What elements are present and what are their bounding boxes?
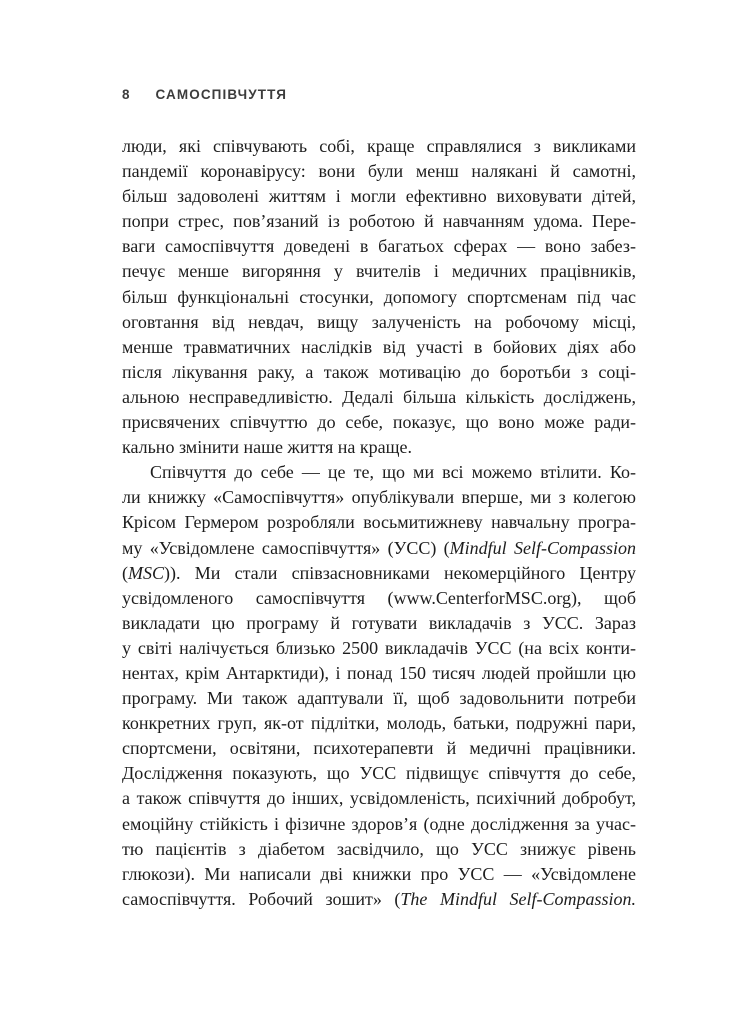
text-line	[122, 410, 636, 435]
text-line	[122, 812, 636, 837]
text-segment: нентах, крім Антарктиди), і понад 150 тисяч людей пройшли цю	[122, 662, 636, 683]
text-segment: попри стрес, пов’язаний із роботою й навчанням удома. Пере-	[122, 211, 636, 232]
text-segment: самоспівчуття. Робочий зошит» (	[122, 888, 401, 909]
text-line	[122, 234, 636, 259]
text-line	[122, 285, 636, 310]
text-segment: викладати цю програму й готувати викладачів з УСС. Зараз	[122, 612, 636, 633]
text-segment: альною несправедливістю. Дедалі більша кількість досліджень,	[122, 386, 636, 407]
text-segment: Дослідження показують, що УСС підвищує співчуття до себе,	[122, 763, 636, 784]
text-line	[122, 184, 636, 209]
text-line	[122, 837, 636, 862]
text-line	[122, 611, 636, 636]
text-line	[122, 360, 636, 385]
text-line	[122, 310, 636, 335]
text-segment: ли книжку «Самоспівчуття» опублікували вперше, ми з колегою	[122, 487, 636, 508]
text-line	[122, 460, 636, 485]
text-line	[122, 510, 636, 535]
text-line	[122, 661, 636, 686]
text-segment: кально змінити наше життя на краще.	[122, 437, 412, 458]
text-segment: менше травматичних наслідків від участі в бойових діях або	[122, 336, 636, 357]
running-header	[122, 87, 287, 102]
page-body	[122, 134, 636, 912]
text-segment: усвідомленого самоспівчуття (www.CenterforMSC.org), щоб	[122, 587, 636, 608]
running-title: САМОСПІВЧУТТЯ	[155, 87, 288, 102]
text-line	[122, 134, 636, 159]
text-segment: а також співчуття до інших, усвідомленість, психічний добробут,	[122, 788, 636, 809]
paragraph	[122, 134, 636, 460]
text-line	[122, 761, 636, 786]
italic-text-segment: Mindful Self-Compassion	[449, 537, 636, 558]
text-line	[122, 786, 636, 811]
text-line	[122, 887, 636, 912]
text-line	[122, 259, 636, 284]
text-line	[122, 711, 636, 736]
text-line	[122, 435, 636, 460]
text-segment: печує менше вигоряння у вчителів і медичних працівників,	[122, 261, 636, 282]
italic-text-segment: The Mindful Self-Compassion.	[400, 888, 637, 909]
text-segment: (	[122, 562, 128, 583]
text-segment: у світі налічується близько 2500 викладачів УСС (на всіх конти-	[122, 637, 636, 658]
text-segment: ваги самоспівчуття доведені в багатьох сферах — воно забез-	[122, 236, 636, 257]
text-segment: )). Ми стали співзасновниками некомерційного Центру	[164, 562, 636, 583]
text-segment: глюкози). Ми написали дві книжки про УСС — «Усвідомлене	[122, 863, 636, 884]
text-segment: спортсмени, освітяни, психотерапевти й медичні працівники.	[122, 738, 636, 759]
text-line	[122, 561, 636, 586]
text-line	[122, 586, 636, 611]
text-segment: пандемії коронавірусу: вони були менш налякані й самотні,	[122, 161, 636, 182]
italic-text-segment: MSC	[128, 562, 164, 583]
text-line	[122, 862, 636, 887]
text-segment: Крісом Гермером розробляли восьмитижневу навчальну програ-	[122, 512, 636, 533]
text-segment: тю пацієнтів з діабетом засвідчило, що УСС знижує рівень	[122, 838, 636, 859]
text-segment: програму. Ми також адаптували її, щоб задовольнити потреби	[122, 688, 636, 709]
text-line	[122, 209, 636, 234]
text-segment: оговтання від невдач, вищу залученість на робочому місці,	[122, 311, 636, 332]
text-segment: присвячених співчуттю до себе, показує, що воно може ради-	[122, 412, 636, 433]
text-segment: люди, які співчувають собі, краще справлялися з викликами	[122, 136, 636, 156]
text-line	[122, 736, 636, 761]
text-segment: Співчуття до себе — це те, що ми всі можемо втілити. Ко-	[150, 462, 636, 483]
text-segment: конкретних груп, як-от підлітки, молодь, батьки, подружні пари,	[122, 713, 636, 734]
text-line	[122, 159, 636, 184]
text-line	[122, 335, 636, 360]
text-segment: більш функціональні стосунки, допомогу спортсменам під час	[122, 286, 636, 307]
text-segment: емоційну стійкість і фізичне здоров’я (одне дослідження за учас-	[122, 813, 636, 834]
text-segment: му «Усвідомлене самоспівчуття» (УСС) (	[122, 537, 450, 558]
paragraph	[122, 460, 636, 912]
text-line	[122, 636, 636, 661]
page-number: 8	[122, 87, 130, 102]
text-line	[122, 686, 636, 711]
text-line	[122, 536, 636, 561]
text-line	[122, 385, 636, 410]
text-segment: після лікування раку, а також мотивацію до боротьби з соці-	[122, 361, 636, 382]
text-line	[122, 485, 636, 510]
text-segment: більш задоволені життям і могли ефективно виховувати дітей,	[122, 186, 636, 207]
